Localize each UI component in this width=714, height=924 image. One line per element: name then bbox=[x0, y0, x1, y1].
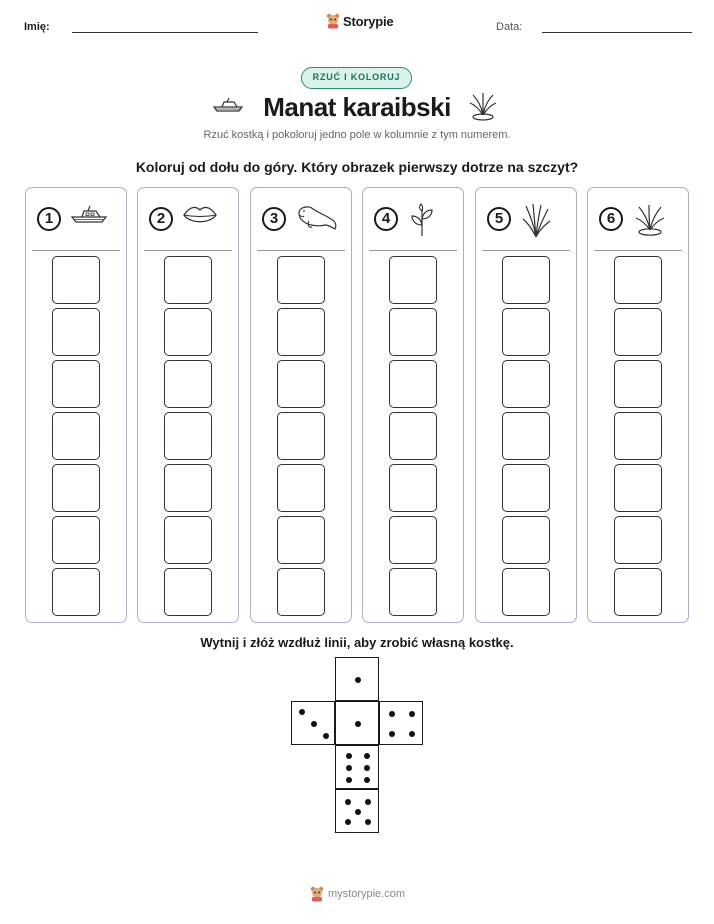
column-1 bbox=[25, 187, 127, 623]
dice-pip bbox=[389, 711, 395, 717]
storypie-bear-icon bbox=[310, 886, 324, 902]
dice-pip bbox=[389, 731, 395, 737]
column-6 bbox=[587, 187, 689, 623]
color-cell[interactable] bbox=[614, 256, 662, 304]
dice-pip bbox=[311, 721, 317, 727]
color-cell[interactable] bbox=[164, 464, 212, 512]
dice-pip bbox=[346, 765, 352, 771]
column-header bbox=[476, 188, 576, 250]
color-cell[interactable] bbox=[277, 516, 325, 564]
dice-pip bbox=[346, 777, 352, 783]
column-header bbox=[251, 188, 351, 250]
color-cell[interactable] bbox=[277, 412, 325, 460]
color-cell[interactable] bbox=[614, 308, 662, 356]
seagrass-clump-icon bbox=[467, 91, 499, 121]
color-cell[interactable] bbox=[502, 516, 550, 564]
instruction: Koloruj od dołu do góry. Który obrazek pierwszy dotrze na szczyt? bbox=[135, 159, 579, 175]
column-divider bbox=[32, 250, 120, 251]
color-cell[interactable] bbox=[52, 516, 100, 564]
storypie-bear-icon bbox=[326, 13, 340, 29]
dice-pip bbox=[364, 765, 370, 771]
color-cell[interactable] bbox=[164, 412, 212, 460]
color-cell[interactable] bbox=[164, 360, 212, 408]
dice-pip bbox=[364, 777, 370, 783]
footer bbox=[310, 886, 405, 902]
color-cell[interactable] bbox=[502, 412, 550, 460]
color-cell[interactable] bbox=[277, 360, 325, 408]
dice-face-1 bbox=[335, 657, 379, 701]
color-cell[interactable] bbox=[164, 256, 212, 304]
color-cell[interactable] bbox=[502, 568, 550, 616]
color-cell[interactable] bbox=[52, 568, 100, 616]
dice-face-6 bbox=[335, 745, 379, 789]
column-number: 2 bbox=[149, 207, 173, 231]
color-cell[interactable] bbox=[614, 360, 662, 408]
column-header bbox=[138, 188, 238, 250]
dice-pip bbox=[346, 753, 352, 759]
dice-face-1 bbox=[335, 701, 379, 745]
color-cell[interactable] bbox=[389, 308, 437, 356]
dice-pip bbox=[409, 731, 415, 737]
brand-name: Storypie bbox=[343, 13, 394, 29]
column-4 bbox=[362, 187, 464, 623]
color-cell[interactable] bbox=[52, 464, 100, 512]
dice-pip bbox=[323, 733, 329, 739]
column-number: 4 bbox=[374, 207, 398, 231]
color-cell[interactable] bbox=[614, 516, 662, 564]
column-header bbox=[588, 188, 688, 250]
color-cell[interactable] bbox=[389, 256, 437, 304]
color-cell[interactable] bbox=[277, 568, 325, 616]
dice-pip bbox=[364, 753, 370, 759]
brand-logo bbox=[326, 13, 393, 29]
dice-pip bbox=[299, 709, 305, 715]
color-cell[interactable] bbox=[502, 256, 550, 304]
column-divider bbox=[257, 250, 345, 251]
dice-pip bbox=[355, 721, 361, 727]
dice-pip bbox=[365, 799, 371, 805]
column-2 bbox=[137, 187, 239, 623]
color-cell[interactable] bbox=[164, 516, 212, 564]
column-number: 1 bbox=[37, 207, 61, 231]
column-number: 5 bbox=[487, 207, 511, 231]
column-header bbox=[26, 188, 126, 250]
seagrass-icon bbox=[520, 203, 552, 244]
color-cell[interactable] bbox=[52, 308, 100, 356]
dice-pip bbox=[355, 677, 361, 683]
date-label: Data: bbox=[496, 21, 523, 33]
dice-face-5 bbox=[335, 789, 379, 833]
color-cell[interactable] bbox=[502, 464, 550, 512]
color-cell[interactable] bbox=[277, 308, 325, 356]
column-header bbox=[363, 188, 463, 250]
dice-pip bbox=[355, 809, 361, 815]
dice-pip bbox=[409, 711, 415, 717]
color-cell[interactable] bbox=[614, 412, 662, 460]
color-cell[interactable] bbox=[164, 568, 212, 616]
color-cell[interactable] bbox=[52, 412, 100, 460]
seagrass-clump-icon bbox=[632, 203, 668, 242]
color-cell[interactable] bbox=[614, 464, 662, 512]
color-cell[interactable] bbox=[277, 464, 325, 512]
column-divider bbox=[482, 250, 570, 251]
name-line[interactable] bbox=[72, 32, 258, 33]
color-cell[interactable] bbox=[502, 308, 550, 356]
column-divider bbox=[594, 250, 682, 251]
cut-instruction: Wytnij i złóż wzdłuż linii, aby zrobić własną kostkę. bbox=[200, 635, 514, 650]
dice-pip bbox=[365, 819, 371, 825]
color-cell[interactable] bbox=[164, 308, 212, 356]
name-label: Imię: bbox=[24, 21, 50, 33]
date-line[interactable] bbox=[542, 32, 692, 33]
color-cell[interactable] bbox=[389, 360, 437, 408]
color-cell[interactable] bbox=[389, 464, 437, 512]
color-cell[interactable] bbox=[389, 516, 437, 564]
color-cell[interactable] bbox=[389, 568, 437, 616]
color-cell[interactable] bbox=[614, 568, 662, 616]
color-cell[interactable] bbox=[52, 256, 100, 304]
column-number: 3 bbox=[262, 207, 286, 231]
dice-face-4 bbox=[379, 701, 423, 745]
color-cell[interactable] bbox=[52, 360, 100, 408]
column-number: 6 bbox=[599, 207, 623, 231]
color-cell[interactable] bbox=[277, 256, 325, 304]
dice-pip bbox=[345, 799, 351, 805]
column-3 bbox=[250, 187, 352, 623]
dice-pip bbox=[345, 819, 351, 825]
dice-face-3 bbox=[291, 701, 335, 745]
manatee-icon bbox=[295, 203, 339, 238]
color-cell[interactable] bbox=[502, 360, 550, 408]
subtitle: Rzuć kostką i pokoloruj jedno pole w kolumnie z tym numerem. bbox=[203, 129, 511, 141]
activity-badge: RZUĆ I KOLORUJ bbox=[301, 67, 412, 89]
column-5 bbox=[475, 187, 577, 623]
footer-url[interactable]: mystorypie.com bbox=[328, 888, 406, 900]
column-divider bbox=[369, 250, 457, 251]
boat-icon bbox=[70, 203, 110, 230]
plant-sprout-icon bbox=[407, 203, 437, 242]
column-divider bbox=[144, 250, 232, 251]
lips-icon bbox=[182, 203, 218, 232]
color-cell[interactable] bbox=[389, 412, 437, 460]
page-title: Manat karaibski bbox=[263, 92, 451, 122]
